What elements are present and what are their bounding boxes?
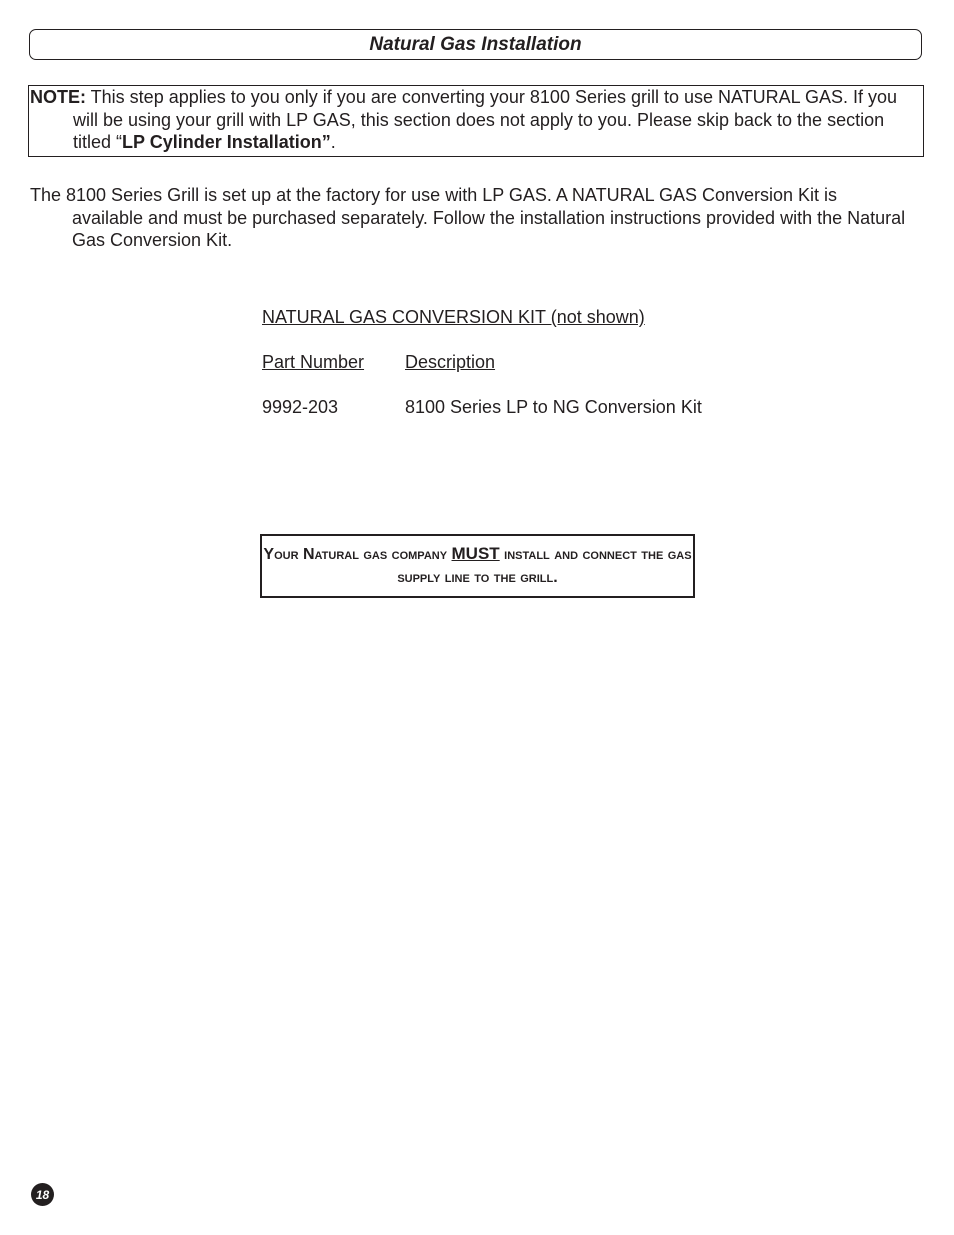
conversion-kit-table (262, 307, 702, 442)
column-header-part-number: Part Number (262, 352, 365, 372)
warning-box (260, 534, 695, 598)
page-number: 18 (35, 1187, 50, 1202)
page-number-badge (31, 1183, 54, 1206)
warning-text-start: Your Natural gas company (263, 546, 452, 563)
note-label: NOTE: (30, 87, 86, 107)
kit-title-row (262, 307, 702, 352)
note-paragraph (29, 86, 909, 154)
note-section-reference: LP Cylinder Installation” (122, 132, 331, 152)
intro-paragraph: The 8100 Series Grill is set up at the factory for use with LP GAS. A NATURAL GAS Conversion Kit is available and must be purchased separately. Follow the installation instructions provided with the Natural Gas Conversion Kit. (30, 185, 906, 250)
table-row (262, 397, 702, 442)
description-cell: 8100 Series LP to NG Conversion Kit (405, 397, 702, 417)
kit-header-row (262, 352, 702, 397)
part-number-cell: 9992-203 (262, 397, 339, 417)
section-header (29, 29, 922, 60)
section-title: Natural Gas Installation (369, 33, 582, 55)
kit-title: NATURAL GAS CONVERSION KIT (not shown) (262, 307, 645, 327)
warning-text-end: install and connect the gas supply line to the grill. (397, 546, 692, 586)
note-text: This step applies to you only if you are converting your 8100 Series grill to use NATURAL GAS. If you will be using your grill with LP GAS, this section does not apply to you. Please skip back to the section titled “ (73, 87, 898, 152)
note-box (28, 85, 924, 157)
note-text-end: . (330, 132, 336, 152)
warning-emphasis: MUST (451, 544, 500, 563)
column-header-description: Description (405, 352, 496, 372)
